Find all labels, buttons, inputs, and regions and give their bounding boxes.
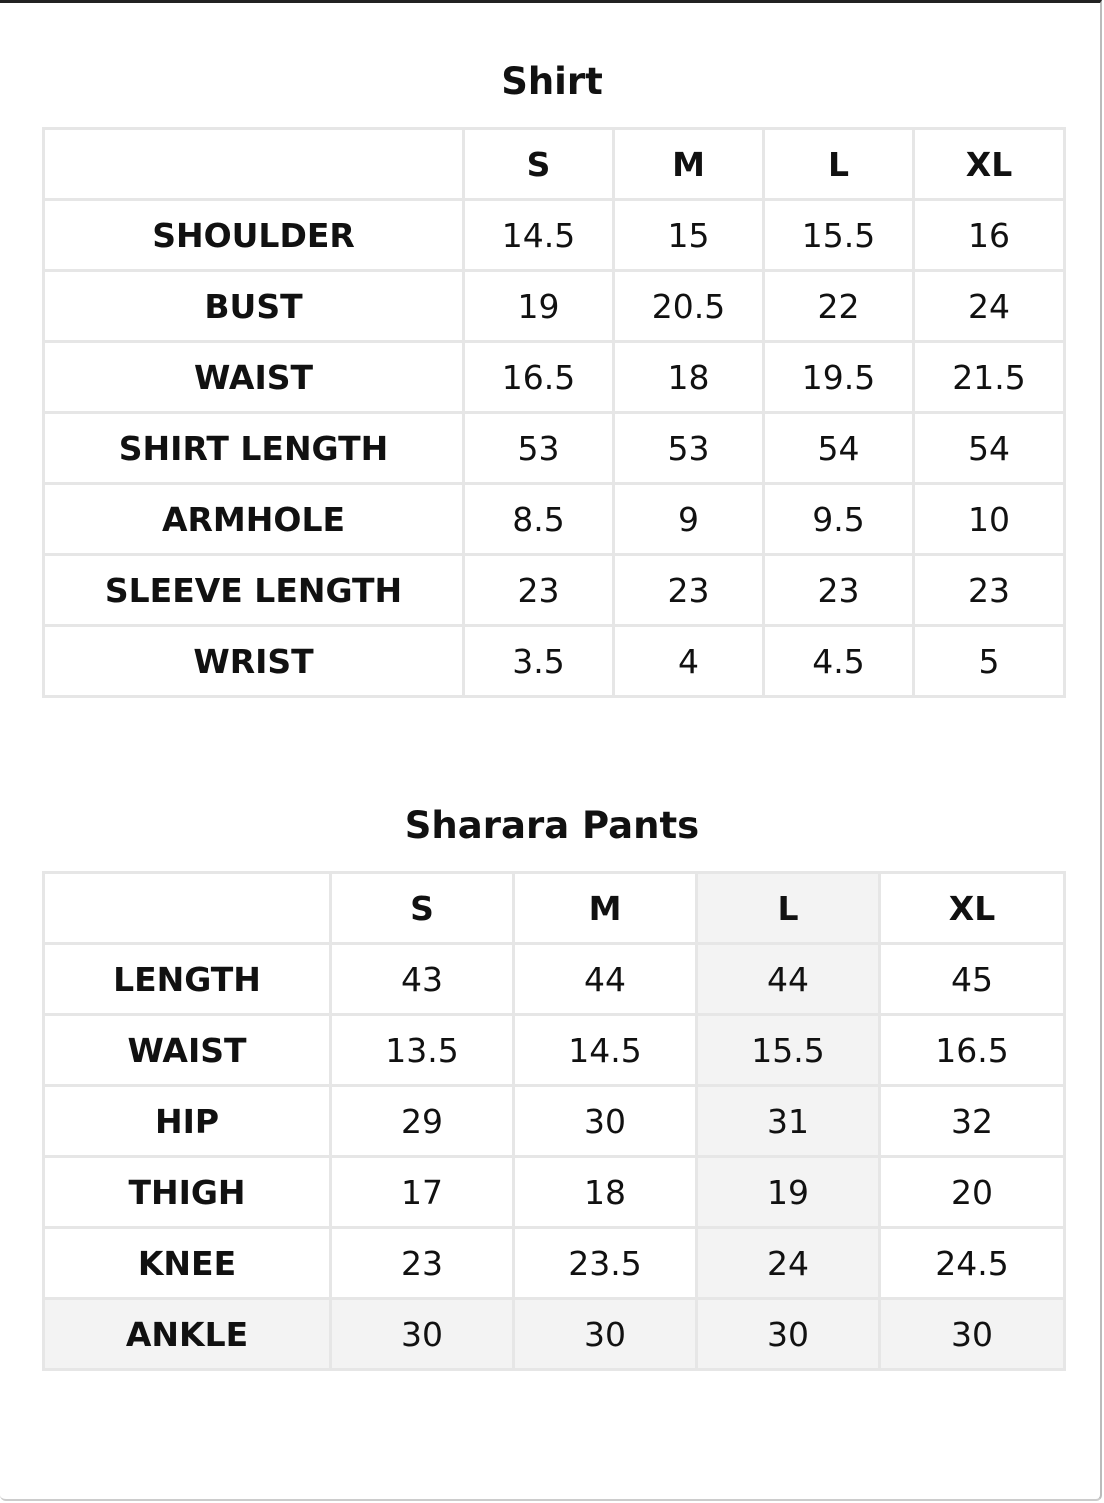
table-row xyxy=(44,200,1065,271)
row-label: WAIST xyxy=(44,1015,331,1086)
measurement-cell: 54 xyxy=(764,413,914,484)
table-header-row xyxy=(44,129,1065,200)
measurement-cell: 53 xyxy=(614,413,764,484)
measurement-cell: 15 xyxy=(614,200,764,271)
measurement-cell: 14.5 xyxy=(464,200,614,271)
measurement-cell: 19.5 xyxy=(764,342,914,413)
measurement-cell: 16.5 xyxy=(464,342,614,413)
row-label: LENGTH xyxy=(44,944,331,1015)
size-header: XL xyxy=(880,873,1065,944)
shirt-size-table xyxy=(42,127,1066,698)
measurement-cell: 22 xyxy=(764,271,914,342)
table-row xyxy=(44,342,1065,413)
table-row xyxy=(44,626,1065,697)
measurement-cell: 23 xyxy=(764,555,914,626)
table-row xyxy=(44,413,1065,484)
measurement-cell: 54 xyxy=(914,413,1065,484)
measurement-cell: 18 xyxy=(514,1157,697,1228)
table-header-row xyxy=(44,873,1065,944)
measurement-cell: 45 xyxy=(880,944,1065,1015)
measurement-cell: 19 xyxy=(464,271,614,342)
measurement-cell: 23 xyxy=(914,555,1065,626)
size-header: S xyxy=(464,129,614,200)
table-row xyxy=(44,1157,1065,1228)
measurement-cell: 30 xyxy=(514,1086,697,1157)
shirt-section-title: Shirt xyxy=(501,60,603,103)
measurement-cell: 24.5 xyxy=(880,1228,1065,1299)
table-row xyxy=(44,1228,1065,1299)
size-header: S xyxy=(331,873,514,944)
measurement-cell: 17 xyxy=(331,1157,514,1228)
measurement-cell: 13.5 xyxy=(331,1015,514,1086)
size-header: L xyxy=(764,129,914,200)
table-row xyxy=(44,271,1065,342)
measurement-cell: 8.5 xyxy=(464,484,614,555)
measurement-cell: 43 xyxy=(331,944,514,1015)
row-label: WAIST xyxy=(44,342,464,413)
measurement-cell: 9 xyxy=(614,484,764,555)
measurement-cell: 23 xyxy=(614,555,764,626)
measurement-cell: 14.5 xyxy=(514,1015,697,1086)
table-row xyxy=(44,555,1065,626)
row-label: KNEE xyxy=(44,1228,331,1299)
measurement-cell: 19 xyxy=(697,1157,880,1228)
table-row xyxy=(44,1086,1065,1157)
measurement-cell: 23.5 xyxy=(514,1228,697,1299)
measurement-cell: 24 xyxy=(914,271,1065,342)
row-label: SHIRT LENGTH xyxy=(44,413,464,484)
measurement-cell: 10 xyxy=(914,484,1065,555)
measurement-cell: 32 xyxy=(880,1086,1065,1157)
size-header: XL xyxy=(914,129,1065,200)
row-label: WRIST xyxy=(44,626,464,697)
row-label: THIGH xyxy=(44,1157,331,1228)
measurement-cell: 30 xyxy=(331,1299,514,1370)
measurement-cell: 5 xyxy=(914,626,1065,697)
table-row xyxy=(44,1299,1065,1370)
row-label: ANKLE xyxy=(44,1299,331,1370)
measurement-cell: 23 xyxy=(331,1228,514,1299)
size-header: L xyxy=(697,873,880,944)
measurement-cell: 24 xyxy=(697,1228,880,1299)
measurement-cell: 4.5 xyxy=(764,626,914,697)
table-row xyxy=(44,484,1065,555)
measurement-cell: 30 xyxy=(880,1299,1065,1370)
measurement-cell: 53 xyxy=(464,413,614,484)
pants-section-title: Sharara Pants xyxy=(404,804,700,847)
measurement-cell: 16 xyxy=(914,200,1065,271)
measurement-cell: 44 xyxy=(514,944,697,1015)
row-label: SLEEVE LENGTH xyxy=(44,555,464,626)
pants-size-table xyxy=(42,871,1066,1371)
row-label: SHOULDER xyxy=(44,200,464,271)
measurement-cell: 30 xyxy=(697,1299,880,1370)
measurement-cell: 15.5 xyxy=(764,200,914,271)
row-label: HIP xyxy=(44,1086,331,1157)
measurement-cell: 29 xyxy=(331,1086,514,1157)
measurement-cell: 20 xyxy=(880,1157,1065,1228)
size-header: M xyxy=(514,873,697,944)
measurement-cell: 31 xyxy=(697,1086,880,1157)
measurement-cell: 18 xyxy=(614,342,764,413)
row-label: ARMHOLE xyxy=(44,484,464,555)
measurement-cell: 30 xyxy=(514,1299,697,1370)
row-label: BUST xyxy=(44,271,464,342)
header-corner-cell xyxy=(44,129,464,200)
measurement-cell: 23 xyxy=(464,555,614,626)
size-header: M xyxy=(614,129,764,200)
measurement-cell: 16.5 xyxy=(880,1015,1065,1086)
measurement-cell: 4 xyxy=(614,626,764,697)
table-row xyxy=(44,944,1065,1015)
measurement-cell: 15.5 xyxy=(697,1015,880,1086)
table-row xyxy=(44,1015,1065,1086)
measurement-cell: 20.5 xyxy=(614,271,764,342)
measurement-cell: 9.5 xyxy=(764,484,914,555)
header-corner-cell xyxy=(44,873,331,944)
measurement-cell: 44 xyxy=(697,944,880,1015)
measurement-cell: 3.5 xyxy=(464,626,614,697)
measurement-cell: 21.5 xyxy=(914,342,1065,413)
